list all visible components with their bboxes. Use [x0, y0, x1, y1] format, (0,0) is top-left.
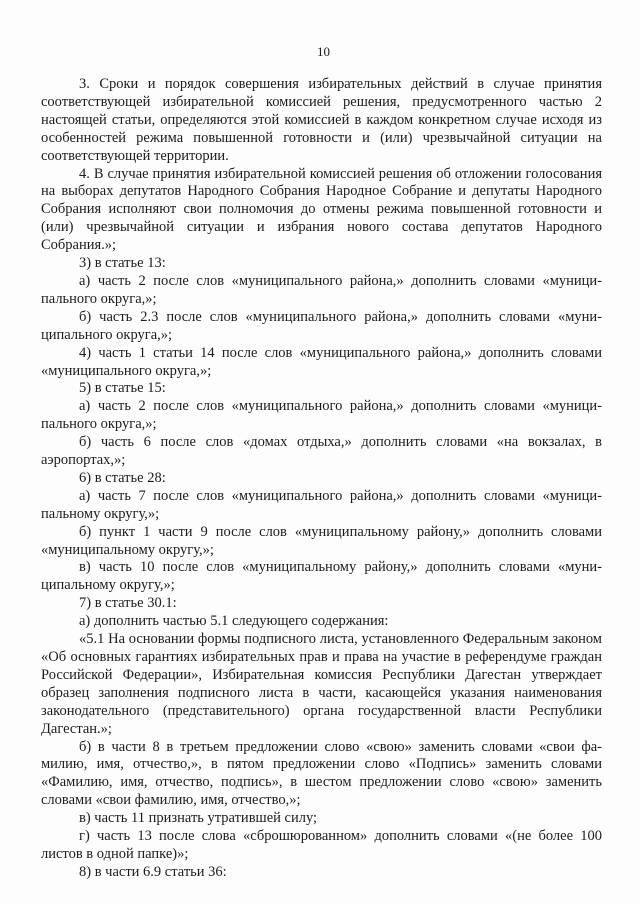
paragraph: а) дополнить частью 5.1 следующего содержания: [79, 613, 389, 630]
paragraph: а) часть 2 после слов «муниципального района,» дополнить словами «муниципального округа,»; [41, 398, 602, 433]
paragraph: а) часть 7 после слов «муниципального района,» дополнить словами «муниципальному округу,»; [41, 487, 602, 522]
paragraph: б) в части 8 в третьем предложении слово «свою» заменить словами «свои фамилию, имя, отчество,», в пятом предложении слово «Подпись» заменить словами «Фамилию, имя, отчество, подпись», в шестом предложении слово «свою» заменить словами «свои фамилию, имя, отчество,»; [41, 738, 602, 809]
paragraph: 3. Сроки и порядок совершения избирательных действий в случае принятия соответствующей избирательной комиссией решения, предусмотренного частью 2 настоящей статьи, определяются этой комиссией в каждом конкретном случае исходя из особенностей режима повышенной готовности и (или) чрезвычайной ситуации на соответствующей территории. [41, 76, 602, 164]
paragraph: 3) в статье 13: [79, 255, 166, 272]
paragraph: г) часть 13 после слова «сброшюрованном» дополнить словами «(не более 100 листов в одной папке)»; [41, 828, 602, 862]
page-number: 10 [317, 44, 330, 59]
paragraph: 5) в статье 15: [79, 380, 166, 397]
paragraph: 6) в статье 28: [79, 469, 166, 486]
paragraph: «5.1 На основании формы подписного листа, установленного Федеральным законом «Об основных гарантиях избирательных прав и права на участие в референдуме граждан Российской Федерации», Избирательная комиссия Республики Дагестан утверждает образец заполнения подписного листа в части, касающейся указания наименования законодательного (представительного) органа государственной власти Республики Дагестан.»; [41, 631, 602, 737]
paragraph: 4. В случае принятия избирательной комиссией решения об отложении голосования на выборах депутатов Народного Собрания Народное Собрание и депутаты Народного Собрания исполняют свои полномочия до отмены режима повышенной готовности и (или) чрезвычайной ситуации и избрания нового состава депутатов Народного Собрания.»; [41, 165, 602, 254]
paragraph: а) часть 2 после слов «муниципального района,» дополнить словами «муниципального округа,»; [41, 272, 602, 307]
paragraph: б) часть 6 после слов «домах отдыха,» дополнить словами «на вокзалах, в аэропортах,»; [41, 434, 602, 469]
paragraph: в) часть 10 после слов «муниципальному району,» дополнить словами «муниципальному округу,»; [41, 559, 602, 594]
document-body [41, 76, 602, 882]
paragraph: 7) в статье 30.1: [79, 595, 177, 612]
paragraph: б) часть 2.3 после слов «муниципального района,» дополнить словами «муниципального округа,»; [41, 308, 602, 343]
paragraph: 4) часть 1 статьи 14 после слов «муниципального района,» дополнить словами «муниципального округа,»; [41, 344, 602, 379]
paragraph: б) пункт 1 части 9 после слов «муниципальному району,» дополнить словами «муниципальному округу,»; [41, 523, 602, 558]
paragraph: в) часть 11 признать утратившей силу; [79, 810, 318, 827]
paragraph: 8) в части 6.9 статьи 36: [79, 863, 227, 880]
